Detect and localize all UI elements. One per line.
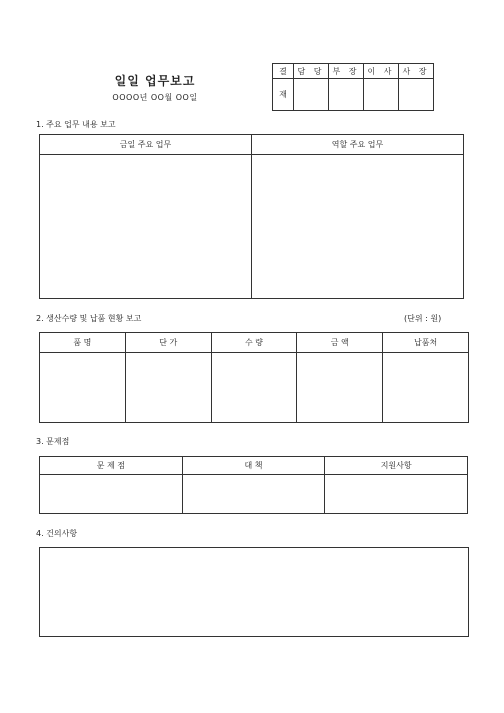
section2-cell-amount[interactable] <box>297 353 383 423</box>
section1-col-role: 역할 주요 업무 <box>252 135 464 155</box>
approval-label-bottom: 재 <box>273 79 294 111</box>
approval-role-president: 사 장 <box>399 64 434 79</box>
approval-table <box>272 63 434 111</box>
document-title: 일일 업무보고 <box>114 74 196 88</box>
approval-sign-director[interactable] <box>364 79 399 111</box>
section2-unit: (단위 : 원) <box>404 314 442 323</box>
section2-col-client: 납품처 <box>383 333 469 353</box>
section3-table <box>39 456 468 514</box>
section4-title: 4. 건의사항 <box>36 529 78 538</box>
section2-title: 2. 생산수량 및 납품 현황 보고 <box>36 314 142 323</box>
approval-role-director: 이 사 <box>364 64 399 79</box>
section3-cell-problem[interactable] <box>40 475 183 514</box>
approval-role-manager: 부 장 <box>329 64 364 79</box>
section2-col-unit-price: 단 가 <box>125 333 211 353</box>
section2-col-amount: 금 액 <box>297 333 383 353</box>
section3-cell-support[interactable] <box>325 475 468 514</box>
approval-sign-president[interactable] <box>399 79 434 111</box>
section1-title: 1. 주요 업무 내용 보고 <box>36 120 116 129</box>
section2-cell-unit-price[interactable] <box>125 353 211 423</box>
document-date: OOOO년 OO월 OO일 <box>112 93 198 102</box>
section2-table <box>39 332 469 423</box>
approval-sign-staff[interactable] <box>294 79 329 111</box>
section3-cell-countermeasure[interactable] <box>182 475 325 514</box>
section3-col-countermeasure: 대 책 <box>182 457 325 475</box>
section2-cell-quantity[interactable] <box>211 353 297 423</box>
section2-col-quantity: 수 량 <box>211 333 297 353</box>
approval-role-staff: 담 당 <box>294 64 329 79</box>
section3-title: 3. 문제점 <box>36 437 70 446</box>
approval-label-top: 결 <box>273 64 294 79</box>
approval-sign-manager[interactable] <box>329 79 364 111</box>
section2-col-item: 품 명 <box>40 333 126 353</box>
section3-col-problem: 문 제 점 <box>40 457 183 475</box>
section1-cell-today[interactable] <box>40 155 252 299</box>
section1-col-today: 금일 주요 업무 <box>40 135 252 155</box>
section1-cell-role[interactable] <box>252 155 464 299</box>
section2-cell-item[interactable] <box>40 353 126 423</box>
section2-cell-client[interactable] <box>383 353 469 423</box>
section1-table <box>39 134 464 299</box>
section4-suggestions-box[interactable] <box>39 547 469 637</box>
section3-col-support: 지원사항 <box>325 457 468 475</box>
